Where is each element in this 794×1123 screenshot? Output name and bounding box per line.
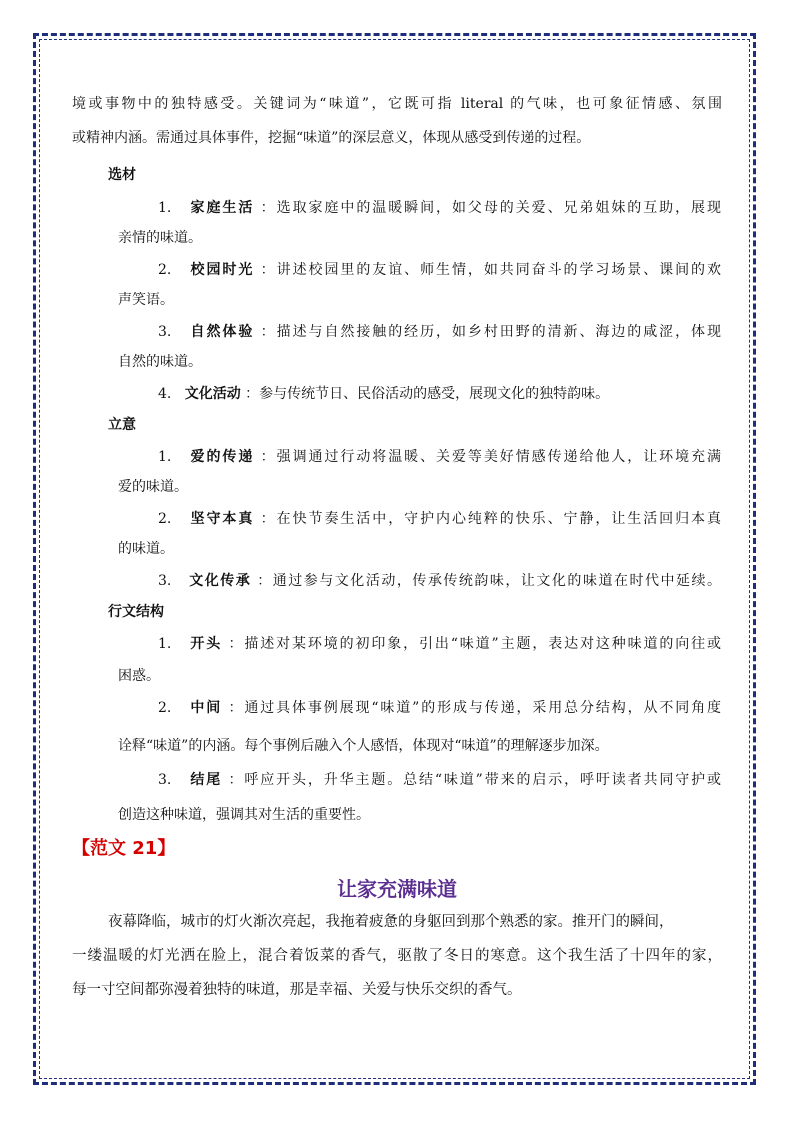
item-text: ：通过具体事例展现“味道”的形成与传递，采用总分结构，从不同角度 [222, 700, 722, 716]
section-heading-liyi: 立意 [108, 417, 136, 433]
item-number: 3. [158, 573, 172, 589]
item-keyword: 文化活动 [184, 386, 241, 402]
list-item-continuation: 爱的味道。 [118, 479, 188, 495]
essay-line-3: 每一寸空间都弥漫着独特的味道，那是幸福、关爱与快乐交织的香气。 [72, 982, 522, 998]
item-text: ：在快节奏生活中，守护内心纯粹的快乐、宁静，让生活回归本真 [254, 511, 721, 527]
item-number: 3. [158, 772, 172, 788]
list-item-continuation: 自然的味道。 [118, 354, 202, 370]
intro-line-2: 或精神内涵。需通过具体事件，挖掘“味道”的深层意义，体现从感受到传递的过程。 [72, 130, 591, 146]
item-number: 1. [158, 449, 172, 465]
intro-line-1: 境或事物中的独特感受。关键词为“味道”，它既可指 literal 的气味，也可象征情感、氛围 [72, 96, 722, 112]
item-number: 4. [158, 386, 172, 402]
list-item-line [158, 322, 721, 342]
list-item-continuation: 的味道。 [118, 541, 174, 557]
section-heading-xuancai: 选材 [108, 167, 136, 183]
list-item-line [158, 260, 721, 280]
item-keyword: 校园时光 [190, 262, 255, 278]
list-item-line [158, 384, 609, 404]
list-item-line [158, 447, 721, 467]
fanwen-label: 【范文 21】 [72, 838, 176, 859]
item-text: ：通过参与文化活动，传承传统韵味，让文化的味道在时代中延续。 [251, 573, 722, 589]
essay-title: 让家充满味道 [337, 877, 457, 901]
list-item-continuation: 诠释“味道”的内涵。每个事例后融入个人感悟，体现对“味道”的理解逐步加深。 [118, 738, 609, 754]
item-text: ：描述与自然接触的经历，如乡村田野的清新、海边的咸涩，体现 [254, 324, 721, 340]
list-item-line [158, 509, 721, 529]
item-number: 1. [158, 636, 172, 652]
item-text: ：强调通过行动将温暖、关爱等美好情感传递给他人，让环境充满 [254, 449, 721, 465]
item-keyword: 自然体验 [190, 324, 255, 340]
list-item-continuation: 声笑语。 [118, 292, 174, 308]
item-text: ：参与传统节日、民俗活动的感受，展现文化的独特韵味。 [240, 386, 610, 402]
list-item-line [158, 770, 721, 790]
item-number: 2. [158, 700, 172, 716]
list-item-continuation: 亲情的味道。 [118, 230, 202, 246]
list-item-line [158, 634, 721, 654]
item-keyword: 爱的传递 [190, 449, 255, 465]
item-keyword: 中间 [190, 700, 223, 716]
list-item-continuation: 困惑。 [118, 668, 160, 684]
list-item-line [158, 698, 721, 718]
item-text: ：讲述校园里的友谊、师生情，如共同奋斗的学习场景、课间的欢 [254, 262, 721, 278]
item-number: 3. [158, 324, 172, 340]
list-item-continuation: 创造这种味道，强调其对生活的重要性。 [118, 807, 370, 823]
item-text: ：描述对某环境的初印象，引出“味道”主题，表达对这种味道的向往或 [222, 636, 722, 652]
item-keyword: 坚守本真 [190, 511, 255, 527]
list-item-line [158, 571, 721, 591]
item-text: ：呼应开头，升华主题。总结“味道”带来的启示，呼吁读者共同守护或 [222, 772, 722, 788]
item-keyword: 开头 [190, 636, 223, 652]
item-keyword: 家庭生活 [190, 200, 255, 216]
section-heading-jiegou: 行文结构 [108, 604, 164, 620]
item-text: ：选取家庭中的温暖瞬间，如父母的关爱、兄弟姐妹的互助，展现 [254, 200, 721, 216]
list-item-line [158, 198, 721, 218]
item-keyword: 结尾 [190, 772, 223, 788]
item-number: 2. [158, 511, 172, 527]
item-keyword: 文化传承 [189, 573, 252, 589]
item-number: 1. [158, 200, 172, 216]
essay-line-2: 一缕温暖的灯光洒在脸上，混合着饭菜的香气，驱散了冬日的寒意。这个我生活了十四年的家， [72, 948, 722, 964]
item-number: 2. [158, 262, 172, 278]
essay-line-1: 夜幕降临，城市的灯火渐次亮起，我拖着疲惫的身躯回到那个熟悉的家。推开门的瞬间， [108, 914, 674, 930]
